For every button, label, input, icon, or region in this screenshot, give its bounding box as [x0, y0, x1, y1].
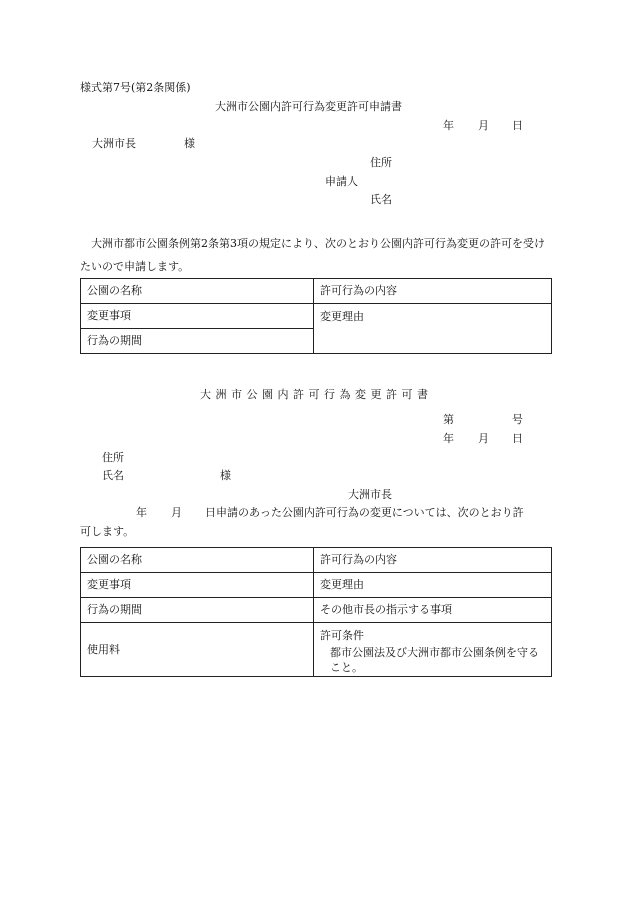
- permit-name-label: 氏名: [102, 469, 124, 482]
- application-date-day: 日: [512, 119, 523, 132]
- permit-table: [80, 547, 552, 677]
- permit-title: 大洲市公園内許可行為変更許可書: [200, 388, 433, 401]
- permit-number-prefix: 第: [443, 413, 454, 426]
- addressee: 大洲市長: [92, 137, 136, 150]
- permit-permitted-content-cell: 許可行為の内容: [314, 548, 552, 573]
- permit-body-text: 日申請のあった公園内許可行為の変更については、次のとおり許: [205, 506, 524, 519]
- permit-body-month: 月: [171, 506, 182, 519]
- application-date-year: 年: [443, 119, 454, 132]
- addressee-honorific: 様: [184, 137, 195, 150]
- permit-conditions-cell: [314, 623, 552, 677]
- permit-body-continuation: 可します。: [80, 525, 135, 538]
- application-table: [80, 278, 552, 354]
- permit-honorific: 様: [220, 469, 231, 482]
- permit-date-month: 月: [478, 432, 489, 445]
- permit-number-suffix: 号: [512, 413, 523, 426]
- application-change-items-cell: 変更事項: [81, 304, 314, 329]
- form-number: 様式第7号(第2条関係): [80, 81, 191, 94]
- permit-other-instructions-cell: その他市長の指示する事項: [314, 598, 552, 623]
- application-change-reason-cell: 変更理由: [314, 304, 552, 354]
- permit-conditions-text: 都市公園法及び大洲市都市公園条例を守ること。: [330, 646, 539, 674]
- permit-issuer: 大洲市長: [348, 488, 392, 501]
- applicant-address-label: 住所: [370, 156, 392, 169]
- application-permitted-content-cell: 許可行為の内容: [314, 279, 552, 304]
- permit-park-name-cell: 公園の名称: [81, 548, 314, 573]
- permit-usage-fee-cell: 使用料: [81, 623, 314, 677]
- permit-body-year: 年: [136, 506, 147, 519]
- application-date-month: 月: [478, 119, 489, 132]
- application-title: 大洲市公園内許可行為変更許可申請書: [215, 100, 402, 113]
- application-park-name-cell: 公園の名称: [81, 279, 314, 304]
- permit-address-label: 住所: [102, 451, 124, 464]
- application-period-cell: 行為の期間: [81, 329, 314, 354]
- permit-change-items-cell: 変更事項: [81, 573, 314, 598]
- applicant-label: 申請人: [325, 175, 358, 188]
- permit-conditions-label: 許可条件: [320, 629, 364, 642]
- applicant-name-label: 氏名: [370, 193, 392, 206]
- permit-date-day: 日: [512, 432, 523, 445]
- application-body-text: 大洲市都市公園条例第2条第3項の規定により、次のとおり公園内許可行為変更の許可を受けたいので申請します。: [80, 237, 545, 273]
- permit-change-reason-cell: 変更理由: [314, 573, 552, 598]
- permit-period-cell: 行為の期間: [81, 598, 314, 623]
- permit-date-year: 年: [443, 432, 454, 445]
